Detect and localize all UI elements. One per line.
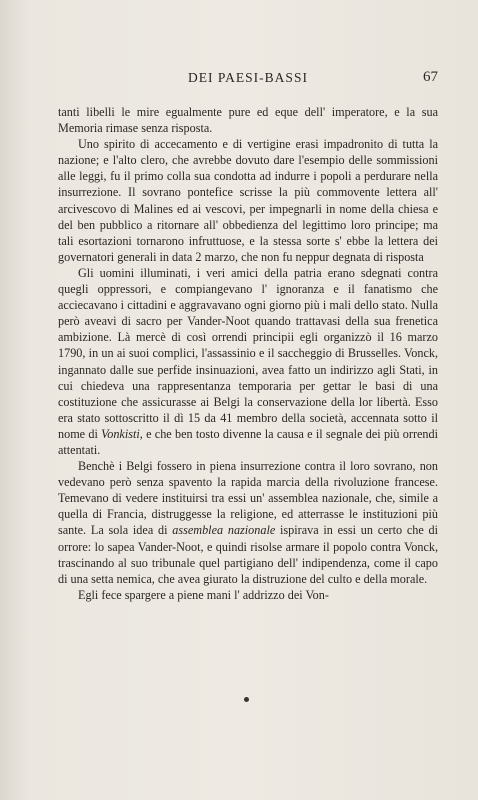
page-number: 67 [423,69,438,85]
page-header [58,70,438,90]
signature-mark-dot [244,697,249,702]
paragraph-4-text-b: ispirava in essi un certo che di orrore: lo sapea Vander-Noot, e quindi risolse armare il popolo contra Vonck, trascinando al suo tribunale quel partigiano dell' indipendenza, come il capo di una setta nemica, che avea giurato la distruzione del culto e della morale. [58,523,439,586]
paragraph-1: tanti libelli le mire egualmente pure ed eque dell' imperatore, e la sua Memoria rimase senza risposta. [58,105,438,136]
paragraph-4-text-a: Benchè i Belgi fossero in piena insurrezione contra il loro sovrano, non vedevano però senza spavento la rapida marcia della rivoluzione francese. Temevano di vedere instituirsi tra essi un' assemblea nazionale, che, simile a quella di Francia, distruggesse la religione, ed atterrasse le instituzioni più sante. La sola idea di [58,459,438,538]
paragraph-2: Uno spirito di accecamento e di vertigine erasi impadronito di tutta la nazione; e l'alto clero, che avrebbe dovuto dare l'esempio delle sommissioni alle leggi, fu il primo colla sua condotta ad indurre i popoli a perdurare nella insurrezione. Il sovrano pontefice scrisse la più commovente lettera all' arcivescovo di Malines ed ai vescovi, per impegnarli in nome della chiesa e del ben pubblico a ritornare all' obbedienza del legittimo loro principe; ma tali esortazioni tornarono infruttuose, e la stessa sorte s' ebbe la lettera dei governatori generali in data 2 marzo, che non fu neppur degnata di risposta [58,137,438,264]
paragraph-3-italic-term: Vonkisti [101,426,140,441]
paragraph-3-text-b: , e che ben tosto divenne la causa e il segnale dei più orrendi attentati. [58,426,439,457]
body-text [58,104,438,603]
paragraph-3 [58,265,438,458]
paragraph-4 [58,458,438,587]
paragraph-4-italic-term: assemblea nazionale [172,523,276,538]
paragraph-3-text-a: Gli uomini illuminati, i veri amici della patria erano sdegnati contra quegli oppressori, e compiangevano l' ignoranza e il fanatismo che acciecavano i cittadini e aggravavano ogni giorno più i mali dello stato. Nulla però aveavi di sacro per Vander-Noot quando trattavasi della sua frenetica ambizione. Là mercè di così orrendi principii egli organizzò il 16 marzo 1790, in un ai suoi complici, l'assassinio e il saccheggio di Brusselles. Vonck, ingannato dalle sue perfide insinuazioni, avea fatto un indirizzo agli Stati, in cui chiedeva una rappresentanza temporaria per gettar le basi di una costituzione che assicurasse ai Belgi la conservazione della lor libertà. Esso era stato sottoscritto il dì 15 da 41 membro della società, accennata sotto il nome di [58,265,438,441]
running-title: DEI PAESI-BASSI [188,70,308,85]
paragraph-5: Egli fece spargere a piene mani l' addrizzo dei Von- [78,587,329,602]
